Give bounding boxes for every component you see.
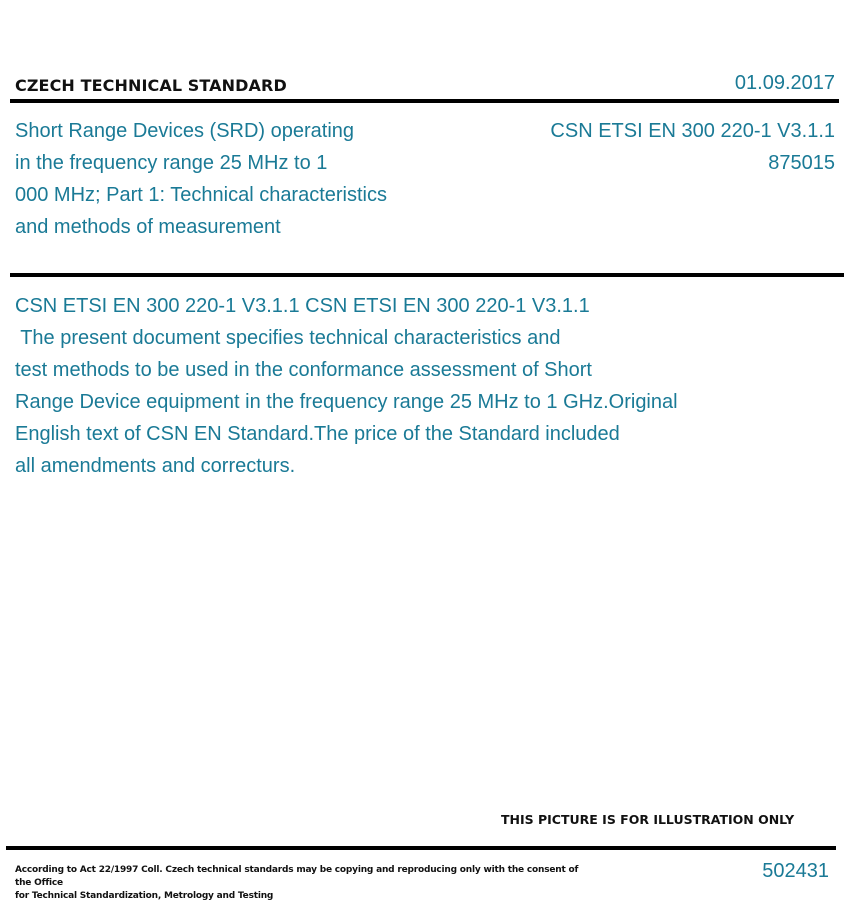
- description-line: Range Device equipment in the frequency range 25 MHz to 1 GHz.Original: [15, 391, 678, 413]
- header-divider: [10, 99, 839, 103]
- legal-notice: [15, 864, 595, 903]
- standard-description: [15, 290, 755, 482]
- legal-notice-line: According to Act 22/1997 Coll. Czech technical standards may be copying and reproducing only with the consent of the Office: [15, 865, 579, 888]
- standard-title: [15, 115, 445, 243]
- standard-code: CSN ETSI EN 300 220-1 V3.1.1: [550, 120, 835, 142]
- document-type-heading: CZECH TECHNICAL STANDARD: [15, 76, 287, 95]
- standard-title-line: and methods of measurement: [15, 216, 281, 238]
- standard-title-line: 000 MHz; Part 1: Technical characteristics: [15, 184, 388, 206]
- standard-title-line: in the frequency range 25 MHz to 1: [15, 152, 328, 174]
- standard-identifier: [550, 115, 835, 179]
- footer-divider: [6, 846, 836, 850]
- description-line: CSN ETSI EN 300 220-1 V3.1.1 CSN ETSI EN 300 220-1 V3.1.1: [15, 295, 590, 317]
- publication-date: 01.09.2017: [734, 72, 835, 94]
- catalog-number: 875015: [768, 152, 835, 174]
- description-line: English text of CSN EN Standard.The price of the Standard included: [15, 423, 620, 445]
- title-divider: [10, 273, 844, 277]
- legal-notice-line: for Technical Standardization, Metrology and Testing: [15, 891, 274, 901]
- document-number: 502431: [762, 860, 829, 882]
- standard-title-line: Short Range Devices (SRD) operating: [15, 120, 355, 142]
- illustration-disclaimer: THIS PICTURE IS FOR ILLUSTRATION ONLY: [501, 812, 795, 827]
- description-line: test methods to be used in the conformance assessment of Short: [15, 359, 592, 381]
- description-line: all amendments and correcturs.: [15, 455, 296, 477]
- description-line: The present document specifies technical characteristics and: [15, 327, 561, 349]
